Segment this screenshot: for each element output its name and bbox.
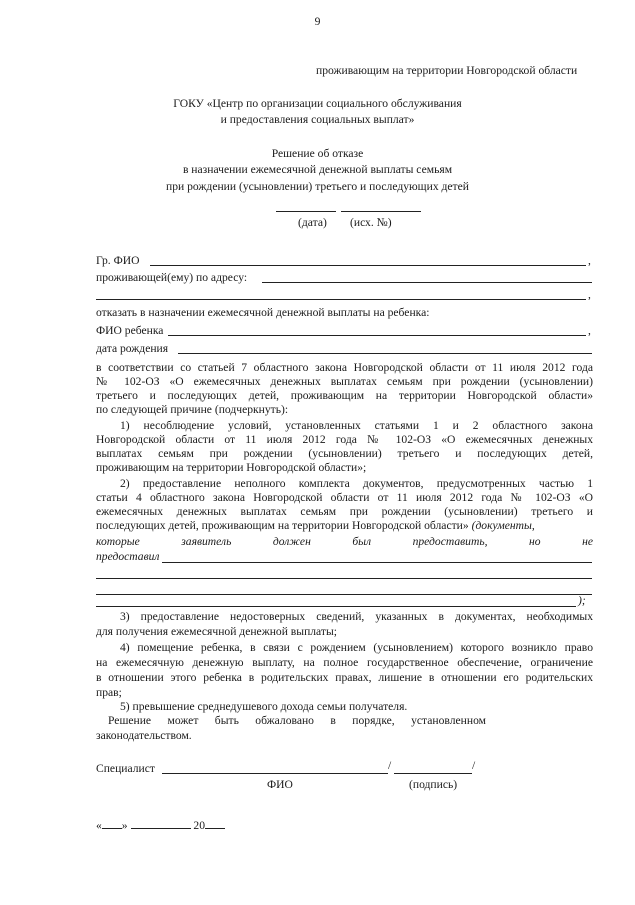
reason-4-line-3: в отношении этого ребенка в родительских правах, лишение в отношении его родительских: [96, 671, 593, 684]
year-blank[interactable]: [205, 817, 225, 829]
reason-2-end: );: [578, 594, 586, 607]
date-line: [96, 817, 225, 833]
basis-line-3: третьего и последующих детей, проживающим на территории Новгородской области»: [96, 389, 593, 402]
reason-1-line-2: Новгородской области от 11 июля 2012 года № 102-ОЗ «О ежемесячных денежных: [96, 433, 593, 446]
date-open-quote: «: [96, 819, 102, 832]
reason-4-line-1: 4) помещение ребенка, в связи с рождением (усыновлением) которого возникло право: [120, 641, 593, 654]
child-fio-comma: ,: [588, 324, 591, 337]
child-fio-label: ФИО ребенка: [96, 324, 164, 337]
child-fio-blank[interactable]: [168, 335, 586, 336]
fio-caption: ФИО: [267, 778, 293, 791]
address-comma: ,: [588, 288, 591, 301]
slash-1: /: [388, 759, 392, 772]
year-prefix: 20: [193, 819, 205, 832]
signature-blank[interactable]: [394, 773, 472, 774]
missing-documents-blank-4[interactable]: [96, 606, 576, 607]
basis-line-4: по следующей причине (подчеркнуть):: [96, 403, 289, 416]
basis-line-2: № 102-ОЗ «О ежемесячных денежных выплатах семьям при рождении (усыновлении): [96, 375, 593, 388]
birth-date-blank[interactable]: [178, 353, 592, 354]
reason-3-line-1: 3) предоставление недостоверных сведений, указанных в документах, необходимых: [120, 610, 593, 623]
organization-line-2: и предоставления социальных выплат»: [220, 113, 415, 126]
fio-comma: ,: [588, 254, 591, 267]
reason-1-line-3: выплатах семьям при рождении (усыновлении) третьего и последующих детей,: [96, 447, 593, 460]
reason-4-line-2: на ежемесячную денежную выплату, на полное государственное обеспечение, ограничение: [96, 656, 593, 669]
header-line: проживающим на территории Новгородской области: [316, 64, 578, 77]
address-blank-2[interactable]: [96, 299, 586, 300]
month-blank[interactable]: [131, 817, 191, 829]
refuse-line: отказать в назначении ежемесячной денежной выплаты на ребенка:: [96, 306, 430, 319]
number-caption: (исх. №): [350, 216, 392, 229]
reason-2-line-4-text: последующих детей, проживающим на территории Новгородской области»: [96, 519, 469, 532]
reason-1-line-1: 1) несоблюдение условий, установленных статьями 1 и 2 областного закона: [120, 419, 593, 432]
decision-subtitle-1: в назначении ежемесячной денежной выплаты семьям: [182, 163, 453, 176]
reason-2-line-2: статьи 4 областного закона Новгородской области от 11 июля 2012 года № 102-ОЗ «О: [96, 491, 593, 504]
missing-documents-blank-3[interactable]: [96, 594, 592, 595]
signature-caption: (подпись): [409, 778, 458, 791]
reason-2-line-3: ежемесячных денежных выплатах семьям при рождении (усыновлении) третьего и: [96, 505, 593, 518]
reason-2-line-1: 2) предоставление неполного комплекта документов, предусмотренных частью 1: [120, 477, 593, 490]
reason-2-italic-tail: (документы,: [471, 519, 535, 532]
reason-2-italic-line: которые заявитель должен был предоставить, но не: [96, 535, 593, 548]
address-blank[interactable]: [262, 282, 592, 283]
page-number: 9: [314, 15, 321, 28]
decision-title: Решение об отказе: [271, 147, 364, 160]
missing-documents-blank-2[interactable]: [96, 578, 592, 579]
fio-blank[interactable]: [150, 265, 586, 266]
reason-3-line-2: для получения ежемесячной денежной выплаты;: [96, 625, 337, 638]
date-caption: (дата): [298, 216, 327, 229]
appeal-line-1: Решение может быть обжаловано в порядке, установленном: [108, 714, 486, 727]
reason-5: 5) превышение среднедушевого дохода семьи получателя.: [120, 700, 408, 713]
address-label: проживающей(ему) по адресу:: [96, 271, 248, 284]
birth-date-label: дата рождения: [96, 342, 169, 355]
appeal-line-2: законодательством.: [96, 729, 192, 742]
reason-2-italic-last: предоставил: [96, 550, 160, 563]
missing-documents-blank-1[interactable]: [162, 562, 592, 563]
specialist-label: Специалист: [96, 762, 155, 775]
reason-1-line-4: проживающим на территории Новгородской области»;: [96, 461, 367, 474]
basis-line-1: в соответствии со статьей 7 областного закона Новгородской области от 11 июля 2012 года: [96, 361, 593, 374]
date-blank[interactable]: [276, 211, 336, 212]
day-blank[interactable]: [102, 817, 122, 829]
date-close-quote: »: [121, 819, 128, 832]
slash-2: /: [472, 759, 476, 772]
organization-line-1: ГОКУ «Центр по организации социального обслуживания: [173, 97, 462, 110]
fio-label: Гр. ФИО: [96, 254, 140, 267]
reason-4-line-4: прав;: [96, 686, 122, 699]
decision-subtitle-2: при рождении (усыновлении) третьего и последующих детей: [166, 180, 469, 193]
reason-2-line-4: [96, 519, 535, 533]
specialist-fio-blank[interactable]: [162, 773, 388, 774]
number-blank[interactable]: [341, 211, 421, 212]
